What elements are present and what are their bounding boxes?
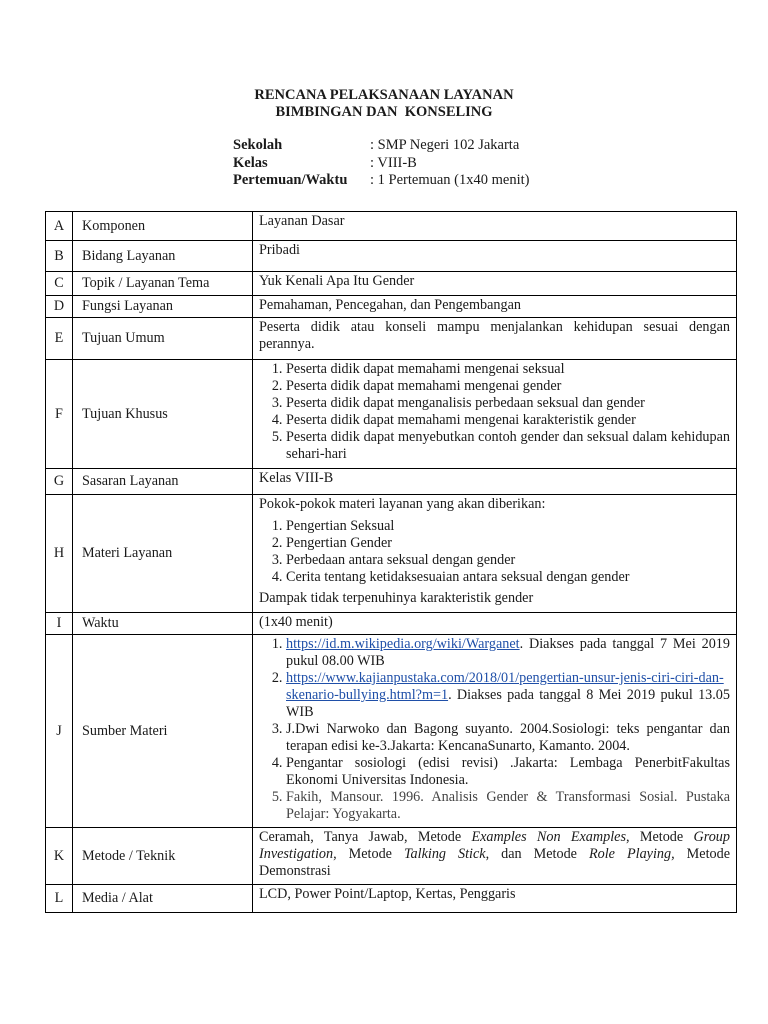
row-value: LCD, Power Point/Laptop, Kertas, Penggaris (253, 885, 737, 913)
row-code: J (46, 635, 73, 828)
list-item: 2. Pengertian Gender (286, 535, 730, 552)
row-label: Media / Alat (73, 885, 253, 913)
source-link[interactable]: https://id.m.wikipedia.org/wiki/Warganet (286, 636, 520, 652)
info-value: : VIII-B (370, 154, 417, 171)
list-item: 3. J.Dwi Narwoko dan Bagong suyanto. 2004.Sosiologi: teks pengantar dan terapan edisi ke-3.Jakarta: KencanaSunarto, Kamanto. 2004. (286, 721, 730, 755)
source-text: . Diakses pada tanggal 7 Mei 2019 pukul 08.00 WIB (286, 636, 730, 669)
method-text: , Metode (333, 846, 404, 862)
row-label: Materi Layanan (73, 495, 253, 613)
method-name: Role Playing, (588, 846, 675, 862)
info-key: Kelas (233, 154, 268, 171)
table-row-j (46, 635, 737, 828)
method-name: Group Investigation (259, 829, 730, 862)
row-value: Pemahaman, Pencegahan, dan Pengembangan (253, 296, 737, 318)
method-text: , dan Metode (485, 846, 589, 862)
source-text: . Diakses pada tanggal 8 Mei 2019 pukul 13.05 WIB (286, 687, 730, 720)
list-item (286, 670, 730, 721)
row-code: L (46, 885, 73, 913)
row-label: Sasaran Layanan (73, 469, 253, 495)
table-row-c (46, 272, 737, 296)
row-label: Sumber Materi (73, 635, 253, 828)
row-code: E (46, 318, 73, 360)
row-value (253, 635, 737, 828)
rpl-table (45, 211, 737, 913)
table-row-k (46, 828, 737, 885)
info-row-kelas (233, 155, 529, 173)
info-key: Pertemuan/Waktu (233, 172, 348, 188)
row-value: (1x40 menit) (253, 613, 737, 635)
list-item: 4. Peserta didik dapat memahami mengenai karakteristik gender (286, 412, 730, 429)
row-value: Layanan Dasar (253, 212, 737, 241)
list-item: 5. Peserta didik dapat menyebutkan contoh gender dan seksual dalam kehidupan sehari-hari (286, 429, 730, 463)
table-row-g (46, 469, 737, 495)
row-label: Topik / Layanan Tema (73, 272, 253, 296)
row-label: Bidang Layanan (73, 241, 253, 272)
row-value: Yuk Kenali Apa Itu Gender (253, 272, 737, 296)
row-code: I (46, 613, 73, 635)
table-row-f (46, 360, 737, 469)
table-row-l (46, 885, 737, 913)
row-value: Peserta didik atau konseli mampu menjalankan kehidupan sesuai dengan perannya. (253, 318, 737, 360)
list-item: 1. Peserta didik dapat memahami mengenai seksual (286, 361, 730, 378)
row-label: Komponen (73, 212, 253, 241)
list-item: 4. Pengantar sosiologi (edisi revisi) .Jakarta: Lembaga PenerbitFakultas Ekonomi Universitas Indonesia. (286, 755, 730, 789)
row-code: B (46, 241, 73, 272)
title-line-1: RENCANA PELAKSANAAN LAYANAN (254, 87, 514, 103)
info-block (233, 137, 529, 190)
materi-list (259, 518, 730, 586)
tujuan-khusus-list (259, 361, 730, 463)
source-link[interactable]: https://www.kajianpustaka.com/2018/01/pengertian-unsur-jenis-ciri-ciri-dan-skenario-bullying.html?m=1 (286, 670, 724, 703)
row-code: F (46, 360, 73, 469)
list-item: 3. Peserta didik dapat menganalisis perbedaan seksual dan gender (286, 395, 730, 412)
list-item: 5. Fakih, Mansour. 1996. Analisis Gender & Transformasi Sosial. Pustaka Pelajar: Yogyakarta. (286, 789, 730, 823)
method-name: Talking Stick (403, 846, 486, 862)
row-code: C (46, 272, 73, 296)
row-value (253, 360, 737, 469)
method-text: , Metode (626, 829, 694, 845)
info-value: : 1 Pertemuan (1x40 menit) (370, 172, 530, 188)
row-code: K (46, 828, 73, 885)
row-code: A (46, 212, 73, 241)
row-label: Metode / Teknik (73, 828, 253, 885)
row-code: H (46, 495, 73, 613)
row-label: Waktu (73, 613, 253, 635)
row-label: Tujuan Khusus (73, 360, 253, 469)
method-text: Ceramah, Tanya Jawab, Metode (259, 829, 472, 845)
table-row-e (46, 318, 737, 360)
list-item: 4. Cerita tentang ketidaksesuaian antara seksual dengan gender (286, 569, 730, 586)
table-row-a (46, 212, 737, 241)
row-value: Kelas VIII-B (253, 469, 737, 495)
sumber-list (259, 636, 730, 823)
row-label: Tujuan Umum (73, 318, 253, 360)
row-label: Fungsi Layanan (73, 296, 253, 318)
title-line-2: BIMBINGAN DAN KONSELING (275, 104, 493, 120)
method-text: Metode Demonstrasi (259, 846, 730, 879)
info-key: Sekolah (233, 137, 283, 153)
list-item: 2. Peserta didik dapat memahami mengenai gender (286, 378, 730, 395)
table-row-h (46, 495, 737, 613)
table-row-b (46, 241, 737, 272)
document-title (0, 87, 768, 121)
table-row-i (46, 613, 737, 635)
row-value: Pribadi (253, 241, 737, 272)
method-name: Examples Non Examples (471, 829, 626, 845)
row-code: G (46, 469, 73, 495)
info-row-pertemuan (233, 172, 529, 190)
row-value (253, 828, 737, 885)
info-value: : SMP Negeri 102 Jakarta (370, 137, 520, 153)
list-item (286, 636, 730, 670)
row-value (253, 495, 737, 613)
list-item: 3. Perbedaan antara seksual dengan gender (286, 552, 730, 569)
row-code: D (46, 296, 73, 318)
materi-outro: Dampak tidak terpenuhinya karakteristik gender (259, 590, 534, 606)
table-row-d (46, 296, 737, 318)
materi-intro: Pokok-pokok materi layanan yang akan diberikan: (259, 496, 546, 512)
list-item: 1. Pengertian Seksual (286, 518, 730, 535)
info-row-sekolah (233, 137, 529, 155)
